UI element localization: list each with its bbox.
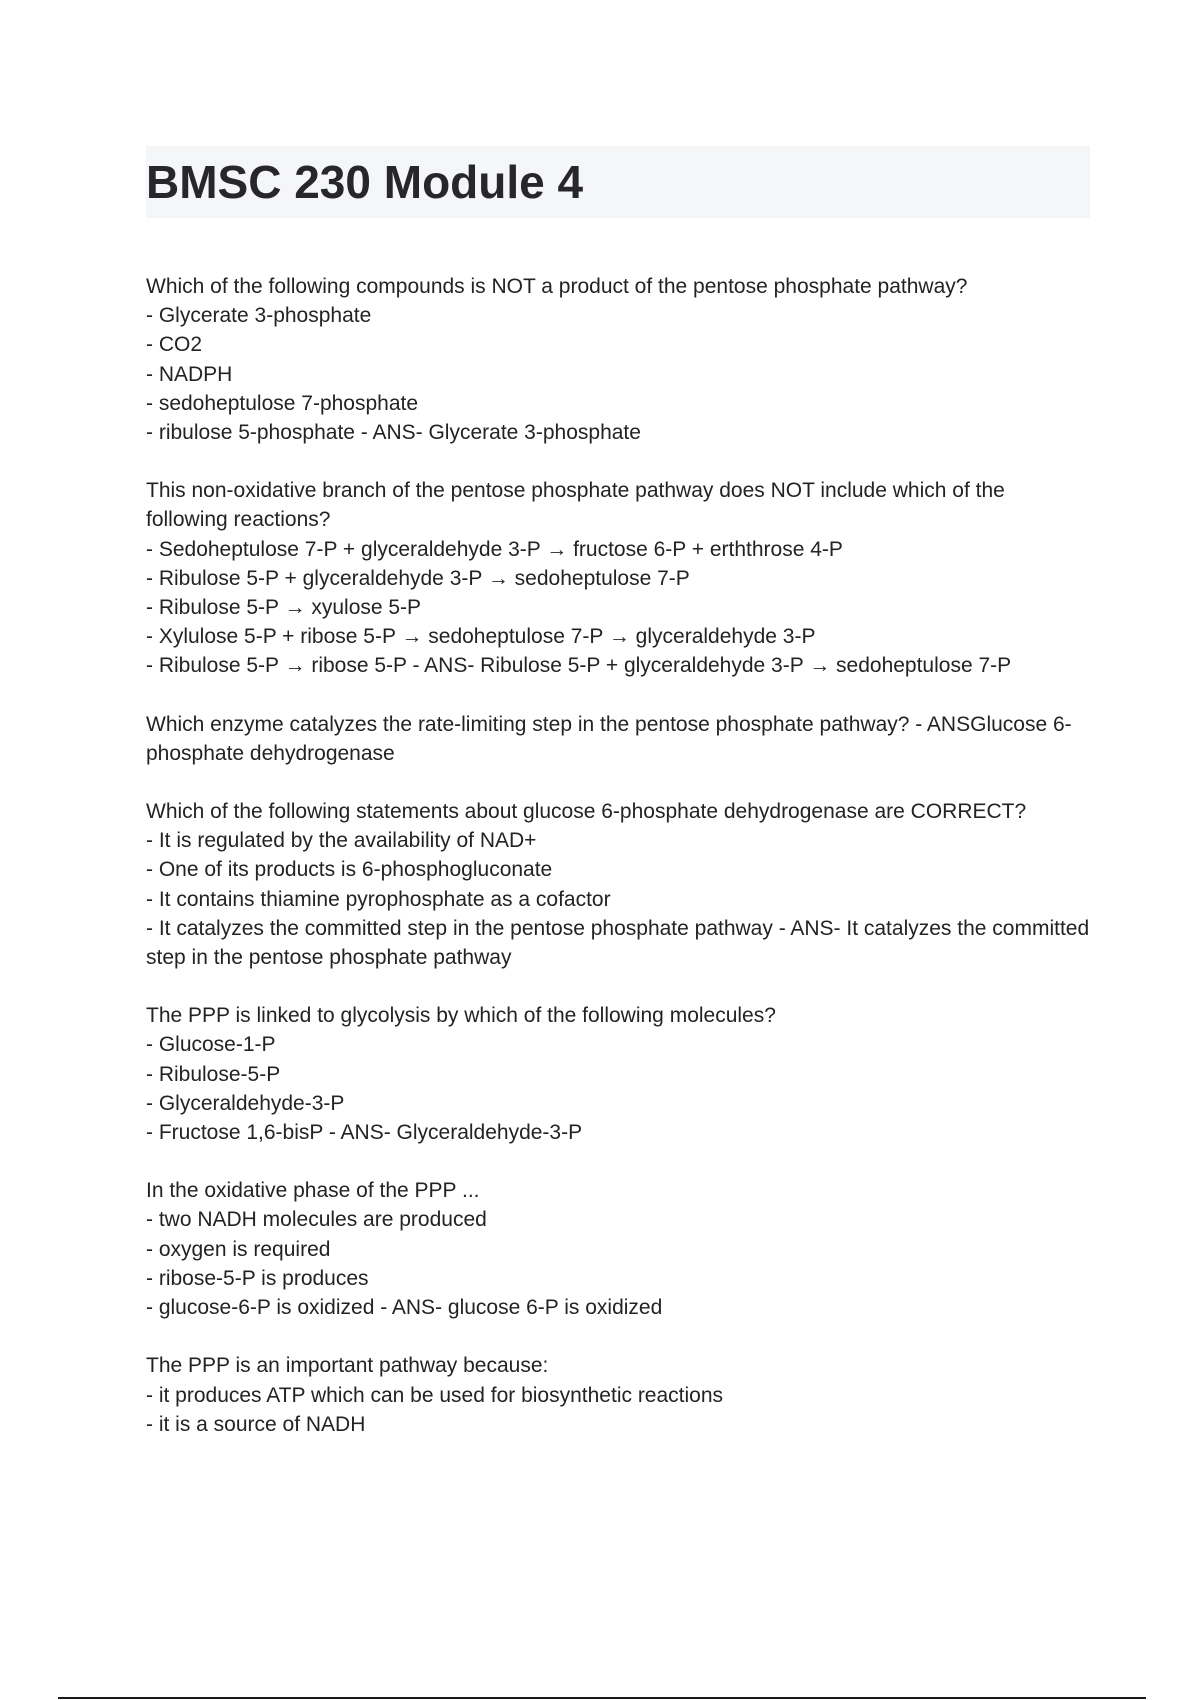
option-line: - It catalyzes the committed step in the pentose phosphate pathway - ANS- It catalyzes the committed step in the pentose phosphate pathway (146, 916, 1090, 970)
option-line: - Sedoheptulose 7-P + glyceraldehyde 3-P → fructose 6-P + erththrose 4-P (146, 537, 843, 561)
question-text: This non-oxidative branch of the pentose phosphate pathway does NOT include which of the following reactions? (146, 479, 1005, 532)
question-block (146, 1351, 1090, 1439)
option-line: - One of its products is 6-phosphogluconate (146, 858, 553, 882)
option-line: - NADPH (146, 362, 233, 386)
question-block (146, 710, 1090, 768)
question-text: Which of the following compounds is NOT a product of the pentose phosphate pathway? (146, 275, 968, 298)
question-text: The PPP is an important pathway because: (146, 1354, 549, 1378)
option-line: - ribose-5-P is produces (146, 1266, 369, 1290)
option-line: - glucose-6-P is oxidized - ANS- glucose 6-P is oxidized (146, 1296, 663, 1320)
question-block (146, 476, 1090, 680)
option-line: - ribulose 5-phosphate - ANS- Glycerate 3-phosphate (146, 421, 641, 445)
title-banner (146, 146, 1090, 218)
option-line: - it is a source of NADH (146, 1412, 366, 1436)
option-line: - it produces ATP which can be used for biosynthetic reactions (146, 1383, 724, 1407)
question-block (146, 1176, 1090, 1322)
question-text: The PPP is linked to glycolysis by which of the following molecules? (146, 1004, 776, 1028)
option-line: - Ribulose 5-P + glyceraldehyde 3-P → sedoheptulose 7-P (146, 566, 690, 590)
option-line: - Ribulose 5-P → xyulose 5-P (146, 596, 422, 620)
option-line: - sedoheptulose 7-phosphate (146, 391, 419, 415)
option-line: - oxygen is required (146, 1237, 331, 1261)
option-line: - It contains thiamine pyrophosphate as a cofactor (146, 887, 611, 911)
question-block (146, 272, 1090, 447)
question-list (146, 272, 1090, 1468)
question-text: In the oxidative phase of the PPP ... (146, 1179, 480, 1203)
option-line: - Fructose 1,6-bisP - ANS- Glyceraldehyde-3-P (146, 1121, 583, 1145)
option-line: - Glycerate 3-phosphate (146, 304, 372, 328)
page-title: BMSC 230 Module 4 (146, 156, 584, 208)
option-line: - It is regulated by the availability of NAD+ (146, 829, 537, 853)
option-line: - Ribulose 5-P → ribose 5-P - ANS- Ribulose 5-P + glyceraldehyde 3-P → sedoheptulose 7-P (146, 654, 1012, 678)
footer-divider (58, 1697, 1146, 1699)
option-line: - Glucose-1-P (146, 1033, 276, 1057)
question-block (146, 1001, 1090, 1147)
option-line: - Glyceraldehyde-3-P (146, 1091, 345, 1115)
option-line: - CO2 (146, 333, 203, 357)
question-text: Which enzyme catalyzes the rate-limiting step in the pentose phosphate pathway? - ANSGlucose 6-phosphate dehydrogenase (146, 712, 1072, 765)
option-line: - two NADH molecules are produced (146, 1208, 487, 1232)
question-text: Which of the following statements about glucose 6-phosphate dehydrogenase are CORRECT? (146, 800, 1027, 824)
question-block (146, 797, 1090, 972)
option-line: - Ribulose-5-P (146, 1062, 281, 1086)
option-line: - Xylulose 5-P + ribose 5-P → sedoheptulose 7-P → glyceraldehyde 3-P (146, 625, 816, 649)
